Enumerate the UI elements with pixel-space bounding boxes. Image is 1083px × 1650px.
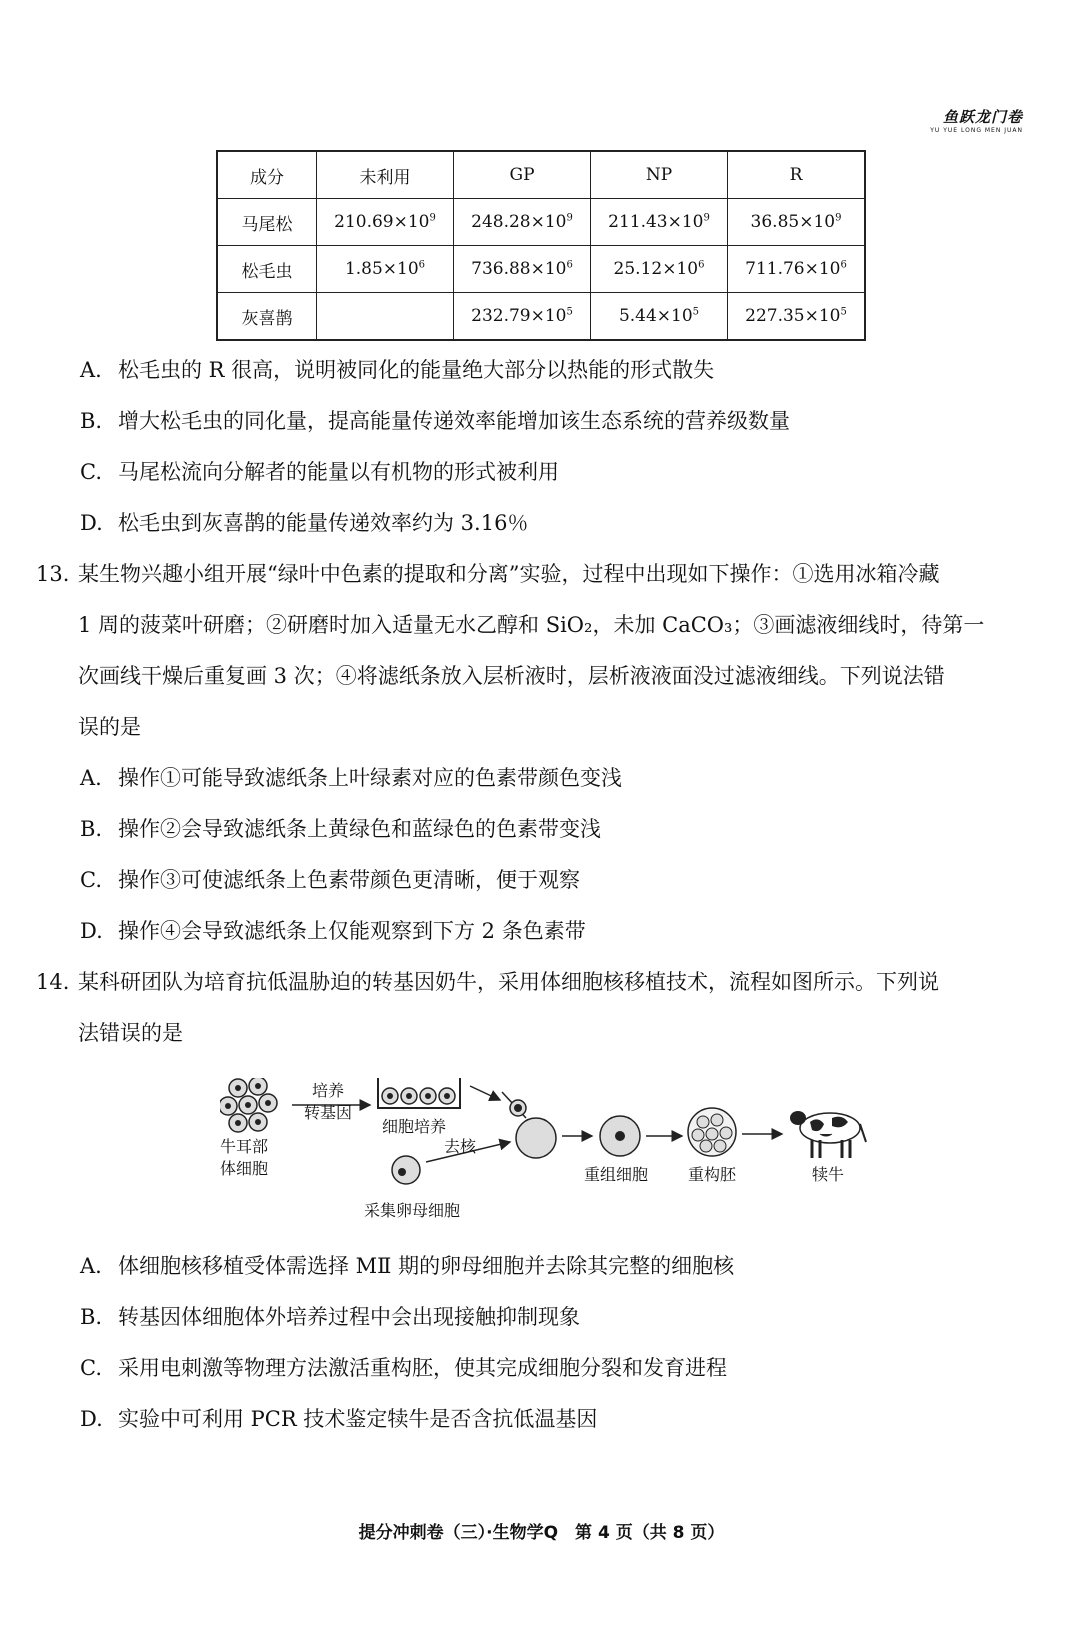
embryo-icon [688,1108,736,1156]
question-number: 13. [36,562,70,586]
q13-option-c[interactable]: C. 操作③可使滤纸条上色素带颜色更清晰，便于观察 [80,868,580,892]
logo-subtext: YU YUE LONG MEN JUAN [930,127,1023,134]
cell-culture-label: 细胞培养 [382,1117,447,1136]
oocyte-icon [392,1156,420,1184]
q14-option-c[interactable]: C. 采用电刺激等物理方法激活重构胚，使其完成细胞分裂和发育进程 [80,1356,727,1380]
table-cell: 马尾松 [217,199,317,246]
q14-option-a[interactable]: A. 体细胞核移植受体需选择 MⅡ 期的卵母细胞并去除其完整的细胞核 [80,1254,735,1278]
table-cell: $210.69\times 10^9$ [317,199,454,246]
table-row [217,199,865,246]
recombined-cell-label: 重组细胞 [584,1165,649,1184]
calf-icon [790,1111,866,1158]
q12-option-c[interactable]: C. 马尾松流向分解者的能量以有机物的形式被利用 [80,460,559,484]
logo-text: 鱼跃龙门卷 [942,108,1023,126]
q14-stem-line: 14. 某科研团队为培育抗低温胁迫的转基因奶牛，采用体细胞核移植技术，流程如图所示。下列说 [36,970,939,994]
enucleated-oocyte-icon [516,1118,556,1158]
ear-cells-label: 牛耳部 体细胞 [220,1137,269,1178]
table-header-cell: NP [591,151,728,199]
q13-stem-line: 次画线干燥后重复画 3 次；④将滤纸条放入层析液时，层析液液面没过滤液细线。下列说法错 [78,664,945,688]
table-cell: $232.79\times 10^5$ [454,293,591,341]
table-cell [317,293,454,341]
table-cell: $36.85\times 10^9$ [728,199,866,246]
page-footer: 提分冲刺卷（三）·生物学Q 第 4 页（共 8 页） [358,1523,725,1543]
q12-option-a[interactable]: A. 松毛虫的 R 很高，说明被同化的能量绝大部分以热能的形式散失 [80,358,715,382]
table-cell: $5.44\times 10^5$ [591,293,728,341]
q14-stem-line: 法错误的是 [78,1021,183,1045]
table-cell: $227.35\times 10^5$ [728,293,866,341]
q13-stem-line: 误的是 [78,715,141,739]
q12-option-d[interactable]: D. 松毛虫到灰喜鹊的能量传递效率约为 3.16％ [80,511,529,535]
table-row [217,246,865,293]
table-cell: $1.85\times 10^6$ [317,246,454,293]
egg-collection-label: 采集卵母细胞 [364,1201,461,1220]
energy-table [216,150,866,341]
nuclear-transfer-diagram [220,1078,880,1228]
brand-logo [930,106,1023,134]
table-cell: 松毛虫 [217,246,317,293]
table-header-cell: GP [454,151,591,199]
table-header-cell: 成分 [217,151,317,199]
table-row [217,293,865,341]
q13-option-a[interactable]: A. 操作①可能导致滤纸条上叶绿素对应的色素带颜色变浅 [80,766,622,790]
question-number: 14. [36,970,70,994]
step-culture-label: 培养 [312,1081,345,1100]
step-transgene-label: 转基因 [304,1103,353,1122]
table-cell: $736.88\times 10^6$ [454,246,591,293]
table-cell: $211.43\times 10^9$ [591,199,728,246]
q13-stem-line: 13. 某生物兴趣小组开展“绿叶中色素的提取和分离”实验，过程中出现如下操作：①选用冰箱冷藏 [36,562,940,586]
table-cell: $25.12\times 10^6$ [591,246,728,293]
table-cell: 灰喜鹊 [217,293,317,341]
table-cell: $248.28\times 10^9$ [454,199,591,246]
q13-option-b[interactable]: B. 操作②会导致滤纸条上黄绿色和蓝绿色的色素带变浅 [80,817,601,841]
table-cell: $711.76\times 10^6$ [728,246,866,293]
q14-option-d[interactable]: D. 实验中可利用 PCR 技术鉴定犊牛是否含抗低温基因 [80,1407,598,1431]
table-header-cell: R [728,151,866,199]
q13-stem-line: 1 周的菠菜叶研磨；②研磨时加入适量无水乙醇和 SiO₂，未加 CaCO₃；③画滤液细线时，待第一 [78,613,985,637]
embryo-label: 重构胚 [688,1165,737,1184]
table-header-row [217,151,865,199]
table-header-cell: 未利用 [317,151,454,199]
culture-dish-icon [378,1078,460,1108]
calf-label: 犊牛 [812,1165,845,1184]
enucleate-label: 去核 [444,1137,477,1156]
q12-option-b[interactable]: B. 增大松毛虫的同化量，提高能量传递效率能增加该生态系统的营养级数量 [80,409,790,433]
q13-option-d[interactable]: D. 操作④会导致滤纸条上仅能观察到下方 2 条色素带 [80,919,586,943]
q14-option-b[interactable]: B. 转基因体细胞体外培养过程中会出现接触抑制现象 [80,1305,580,1329]
ear-cells-icon [220,1078,277,1132]
